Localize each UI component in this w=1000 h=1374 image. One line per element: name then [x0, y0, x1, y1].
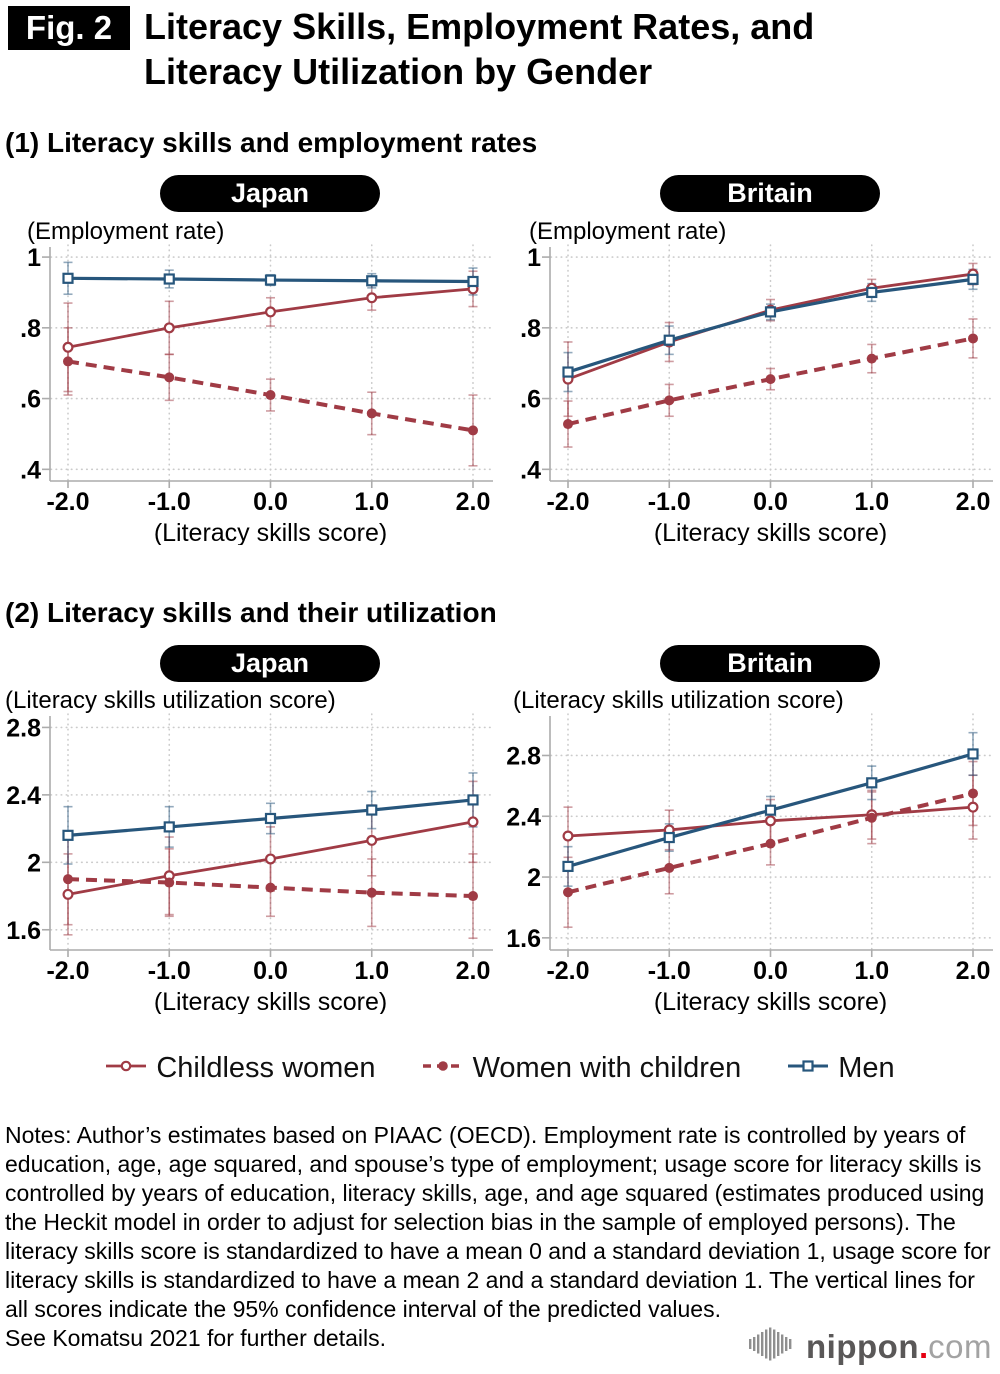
notes-text: Notes: Author’s estimates based on PIAAC (OECD). Employment rate is controlled by years of education, age, age squared, and spouse’s type of employment; usage score for literacy skills is controlled by years of education, literacy skills, age, and age squared (estimates produced using the Heckit model in order to adjust for selection bias in the sample of employed persons). The literacy skills score is standardized to have a mean 0 and a standard deviation 1, usage score for literacy skills is standardized to have a mean 2 and a standard deviation 1. The vertical lines for all scores indicate the 95% confidence interval of the predicted values. [5, 1122, 991, 1322]
waveform-icon [748, 1322, 798, 1371]
svg-text:.8: .8 [20, 314, 41, 343]
logo-dot: . [918, 1327, 929, 1365]
svg-text:2.4: 2.4 [506, 803, 541, 832]
tick-labels-britain-employment [520, 244, 990, 545]
chart-svg-britain-employment [500, 243, 1000, 545]
legend-item-men [787, 1052, 894, 1085]
svg-text:1: 1 [27, 244, 41, 273]
svg-text:2: 2 [27, 849, 41, 878]
svg-text:.4: .4 [520, 456, 541, 485]
figure-number-badge: Fig. 2 [8, 6, 130, 50]
legend-label-women-with-children: Women with children [472, 1051, 742, 1084]
chart-britain-employment [500, 243, 1000, 545]
svg-text:.4: .4 [20, 456, 41, 485]
women-with-children-marker-icon [422, 1056, 464, 1081]
svg-text:(Literacy skills score): (Literacy skills score) [153, 519, 388, 545]
country-pill-britain-utilization: Britain [660, 645, 880, 682]
country-pill-japan-utilization: Japan [160, 645, 380, 682]
svg-text:.8: .8 [520, 314, 541, 343]
series-men [64, 274, 478, 286]
svg-text:2.8: 2.8 [506, 742, 541, 771]
y-axis-title-japan-employment: (Employment rate) [27, 218, 225, 245]
svg-text:-1.0: -1.0 [647, 957, 691, 985]
svg-text:-2.0: -2.0 [546, 957, 590, 985]
section-1-heading: (1) Literacy skills and employment rates [5, 127, 538, 158]
svg-text:-2.0: -2.0 [46, 957, 90, 985]
tick-labels-japan-utilization [6, 714, 490, 1014]
svg-text:1.0: 1.0 [854, 957, 890, 985]
legend-label-men: Men [838, 1051, 895, 1084]
section-2-heading: (2) Literacy skills and their utilization [5, 597, 497, 628]
y-axis-title-japan-utilization: (Literacy skills utilization score) [5, 687, 336, 714]
svg-text:2: 2 [527, 864, 541, 893]
logo-tld: com [928, 1327, 992, 1365]
legend-item-women-with-children [422, 1052, 742, 1085]
svg-text:2.4: 2.4 [6, 781, 41, 810]
tick-labels-japan-employment [20, 244, 490, 545]
axes-britain-utilization [542, 716, 993, 957]
svg-text:2.0: 2.0 [955, 488, 991, 516]
figure-title-line2: Literacy Utilization by Gender [144, 51, 653, 92]
svg-text:1: 1 [527, 244, 541, 273]
tick-labels-britain-utilization [506, 742, 990, 1014]
legend [0, 1046, 1000, 1090]
figure-title [144, 4, 984, 94]
svg-text:(Literacy skills score): (Literacy skills score) [653, 988, 888, 1014]
logo-name: nippon [806, 1327, 919, 1365]
country-pill-japan-employment: Japan [160, 175, 380, 212]
svg-text:1.6: 1.6 [506, 924, 541, 953]
svg-text:2.0: 2.0 [955, 957, 991, 985]
axes-japan-utilization [42, 716, 493, 957]
childless-women-marker-icon [105, 1056, 147, 1081]
chart-svg-britain-utilization [500, 712, 1000, 1014]
svg-text:0.0: 0.0 [753, 488, 788, 516]
axes-britain-employment [542, 247, 993, 488]
svg-text:1.0: 1.0 [354, 957, 390, 985]
legend-label-childless-women: Childless women [156, 1051, 376, 1084]
logo-text [806, 1327, 992, 1365]
men-marker-icon [787, 1056, 829, 1081]
svg-text:1.6: 1.6 [6, 916, 41, 945]
svg-text:-1.0: -1.0 [147, 488, 191, 516]
svg-text:1.0: 1.0 [854, 488, 890, 516]
figure-notes [5, 1121, 993, 1353]
notes-see-also: See Komatsu 2021 for further details. [5, 1325, 386, 1351]
svg-text:0.0: 0.0 [253, 957, 288, 985]
chart-japan-utilization [0, 712, 500, 1014]
chart-svg-japan-utilization [0, 712, 500, 1014]
svg-text:.6: .6 [20, 385, 41, 414]
chart-svg-japan-employment [0, 243, 500, 545]
country-pill-britain-employment: Britain [660, 175, 880, 212]
figure-title-line1: Literacy Skills, Employment Rates, and [144, 6, 815, 47]
svg-text:1.0: 1.0 [354, 488, 390, 516]
svg-text:-1.0: -1.0 [147, 957, 191, 985]
svg-text:-1.0: -1.0 [647, 488, 691, 516]
svg-text:-2.0: -2.0 [546, 488, 590, 516]
svg-text:0.0: 0.0 [753, 957, 788, 985]
nippon-com-logo [742, 1322, 992, 1370]
svg-text:2.0: 2.0 [455, 957, 491, 985]
chart-britain-utilization [500, 712, 1000, 1014]
legend-item-childless-women [105, 1052, 375, 1085]
svg-text:.6: .6 [520, 385, 541, 414]
svg-text:2.8: 2.8 [6, 714, 41, 743]
svg-text:(Literacy skills score): (Literacy skills score) [653, 519, 888, 545]
svg-text:2.0: 2.0 [455, 488, 491, 516]
y-axis-title-britain-utilization: (Literacy skills utilization score) [513, 687, 844, 714]
svg-text:0.0: 0.0 [253, 488, 288, 516]
y-axis-title-britain-employment: (Employment rate) [529, 218, 727, 245]
svg-text:-2.0: -2.0 [46, 488, 90, 516]
svg-text:(Literacy skills score): (Literacy skills score) [153, 988, 388, 1014]
chart-japan-employment [0, 243, 500, 545]
